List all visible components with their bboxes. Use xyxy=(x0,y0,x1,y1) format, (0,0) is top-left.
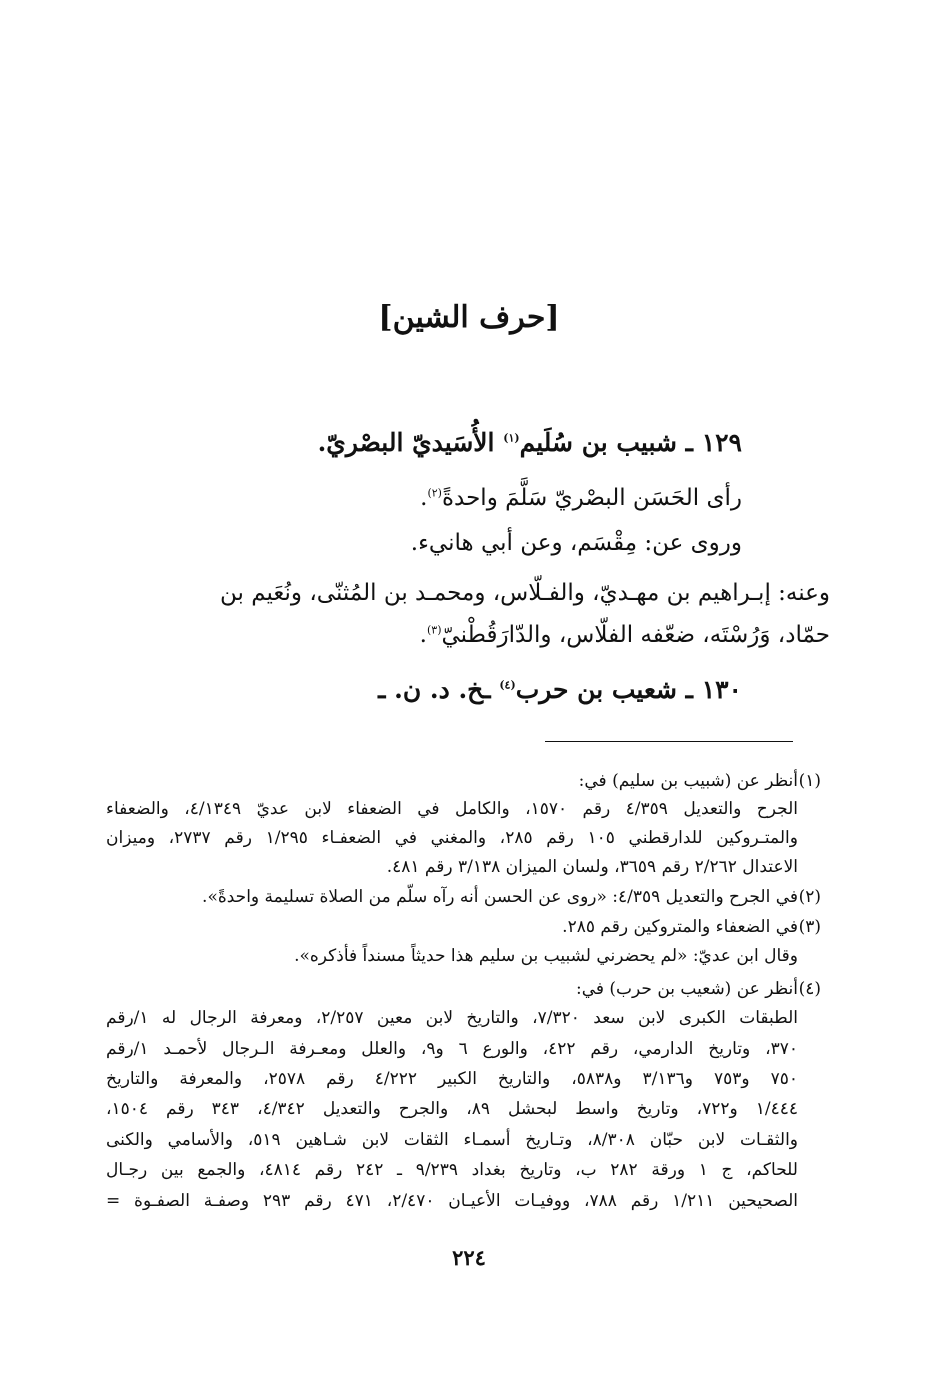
footnote-3-number: (٣) xyxy=(798,917,821,937)
footnote-4-line-7: للحاكم، ج ١ ورقة ٢٨٢ ب، وتاريخ بغداد ٩/٢٣٩ ـ ٢٤٢ رقم ٤٨١٤، والجمع بين رجـال xyxy=(106,1160,798,1180)
footnote-separator xyxy=(545,741,793,742)
footnote-ref-1[interactable]: (١) xyxy=(503,431,520,445)
footnote-4-line-6: والثقـات لابن حبّان ٨/٣٠٨، وتـاريخ أسمـاء الثقات لابن شـاهين ٥١٩، والأسامي والكنى xyxy=(106,1130,799,1150)
entry-130-name: ١٣٠ ـ شعيب بن حرب xyxy=(515,675,742,704)
footnote-ref-3[interactable]: (٣) xyxy=(426,623,442,637)
footnote-4-line-8: الصحيحين ١/٢١١ رقم ٧٨٨، ووفيـات الأعيـان ٢/٤٧٠، ٤٧١ رقم ٢٩٣ وصفـة الصفـوة = xyxy=(106,1191,798,1211)
footnote-1-line-2: الجرح والتعديل ٤/٣٥٩ رقم ١٥٧٠، والكامل في الضعفاء لابن عديّ ٤/١٣٤٩، والضعفاء xyxy=(106,799,798,819)
entry-129-nisba: الأُسَيديّ البصْريّ. xyxy=(317,428,504,457)
footnote-4-line-5: ١/٤٤٤ و٧٢٢، وتاريخ واسط لبحشل ٨٩، والجرح والتعديل ٤/٣٤٢، ٣٤٣ رقم ١٥٠٤، xyxy=(106,1099,798,1119)
entry-129-line-1-text: رأى الحَسَن البصْريّ سَلَّمَ واحدةً xyxy=(441,485,742,511)
footnote-4-line-3: ٣٧٠، وتاريخ الدارمي، رقم ٤٢٢، والورع ٦ و٩، والعلل ومعـرفة الـرجال لأحمـد ١/رقم xyxy=(106,1039,798,1059)
footnote-2-line-1: في الجرح والتعديل ٤/٣٥٩: «روى عن الحسن أنه رآه سلّم من الصلاة تسليمة واحدةً». xyxy=(202,887,798,907)
footnote-1-line-3: والمتـروكين للدارقطني ١٠٥ رقم ٢٨٥، والمغني في الضعفـاء ١/٢٩٥ رقم ٢٧٣٧، وميزان xyxy=(106,828,798,848)
footnote-1-number: (١) xyxy=(798,771,821,791)
footnote-4-line-1: أنظر عن (شعيب بن حرب) في: xyxy=(575,979,798,999)
footnote-1-line-1: أنظر عن (شبيب بن سليم) في: xyxy=(578,771,798,791)
entry-129-line-1 xyxy=(106,485,742,511)
footnote-4-line-4: ٧٥٠ و٧٥٣ و٣/١٣٦ و٥٨٣٨، والتاريخ الكبير ٤/٢٢٢ رقم ٢٥٧٨، والمعرفة والتاريخ xyxy=(106,1069,798,1089)
footnote-ref-4[interactable]: (٤) xyxy=(499,678,516,692)
entry-130-title xyxy=(106,675,742,704)
entry-129-line-3: وعنه: إبـراهيم بن مهـديّ، والفـلّاس، ومحمـد بن المُثنّى، ونُعَيم بن xyxy=(219,580,830,606)
footnote-1-line-4: الاعتدال ٢/٢٦٢ رقم ٣٦٥٩، ولسان الميزان ٣/١٣٨ رقم ٤٨١. xyxy=(386,857,798,877)
footnote-4-number: (٤) xyxy=(798,979,821,999)
entry-129-line-4-end: . xyxy=(419,622,427,648)
entry-130-codes: ـخ. د. ن. ـ xyxy=(378,675,500,704)
entry-129-line-2: وروى عن: مِقْسَم، وعن أبي هانيء. xyxy=(410,530,742,556)
section-heading: [حرف الشين] xyxy=(378,300,560,335)
footnote-4-line-2: الطبقات الكبرى لابن سعد ٧/٣٢٠، والتاريخ لابن معين ٢/٢٥٧، ومعرفة الرجال له ١/رقم xyxy=(106,1008,798,1028)
footnote-2-number: (٢) xyxy=(798,887,821,907)
entry-129-line-1-end: . xyxy=(420,485,428,511)
entry-129-name: ١٢٩ ـ شبيب بن سُلَيم xyxy=(519,428,742,457)
entry-129-line-4 xyxy=(106,622,830,648)
footnote-3-line-2: وقال ابن عديّ: «لم يحضرني لشبيب بن سليم هذا حديثاً مسنداً فأذكره». xyxy=(294,946,798,966)
entry-129-title xyxy=(106,428,742,457)
footnote-ref-2[interactable]: (٢) xyxy=(427,486,442,500)
entry-129-line-4-text: حمّاد، وَرُسْتَه، ضعّفه الفلّاس، والدّارَقُطْنيّ xyxy=(441,622,830,648)
footnote-3-line-1: في الضعفاء والمتروكين رقم ٢٨٥. xyxy=(562,917,798,937)
page-number: ٢٢٤ xyxy=(452,1245,486,1270)
